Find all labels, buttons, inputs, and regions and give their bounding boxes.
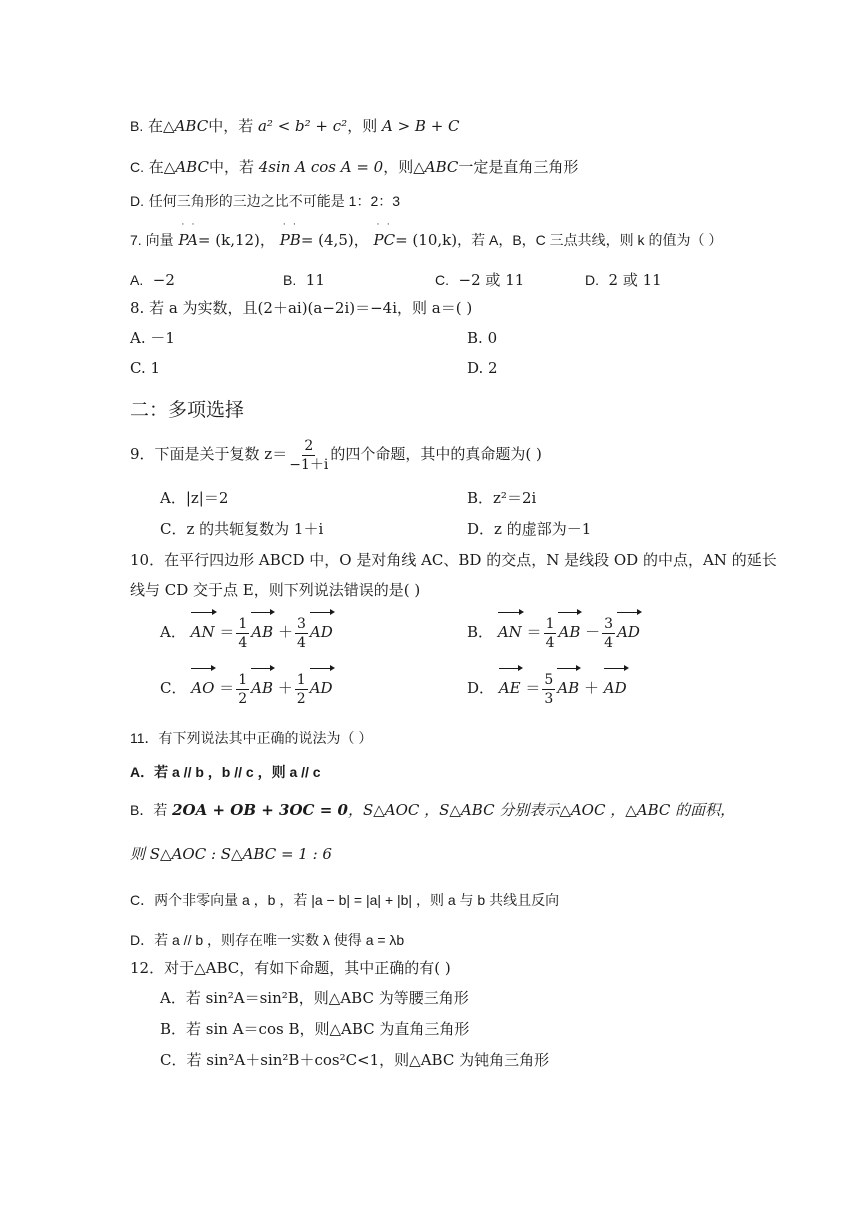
q11-option-a: A．若 a // b ，b // c ，则 a // c <box>130 764 321 780</box>
q8-option-d: D. 2 <box>467 359 498 377</box>
q11-stem: 11．有下列说法其中正确的说法为（ ） <box>130 730 373 746</box>
q6-option-b: B. 在△ABC中，若 a² < b² + c²，则 A > B + C <box>130 117 460 135</box>
q9-stem: 9．下面是关于复数 z＝ $\frac{2}{-1+i}$ 的四个命题，其中的真命题为( ) <box>130 437 542 473</box>
vector-pb: ˙ ˙ PB <box>280 230 301 250</box>
q11-option-b: B．若 2OA + OB + 3OC = 0，S△AOC ，S△ABC 分别表示△AOC ，△ABC 的面积， <box>130 801 736 819</box>
q8-option-b: B. 0 <box>467 329 498 347</box>
q9-option-b: B．z²＝2i <box>467 489 537 507</box>
q9-option-a: A．|z|＝2 <box>160 489 229 507</box>
q10-option-c: C． AO ＝ $\frac{1}{2}$ AB ＋ $\frac{1}{2}$ AD <box>160 671 333 707</box>
q12-option-c: C．若 sin²A＋sin²B＋cos²C<1，则△ABC 为钝角三角形 <box>160 1051 550 1069</box>
q10-option-d: D． AE ＝ $\frac{5}{3}$ AB ＋ AD <box>467 671 627 707</box>
q7-stem: 7. 向量 ˙ ˙ PA= (k,12)， ˙ ˙ PB= (4,5)， ˙ ˙ PC= (10,k)，若 A，B，C 三点共线，则 k 的值为（ ） <box>130 230 722 250</box>
q11-option-b-cont: 则 S△AOC : S△ABC = 1 : 6 <box>130 845 332 863</box>
vector-pa: ˙ ˙ PA <box>178 230 198 250</box>
q8-option-a: A. －1 <box>130 329 175 347</box>
q11-option-c: C．两个非零向量 a ，b ，若 |a − b| = |a| + |b| ，则 a 与 b 共线且反向 <box>130 892 560 908</box>
q8-stem: 8. 若 a 为实数，且(2＋ai)(a−2i)＝−4i，则 a＝( ) <box>130 299 473 317</box>
q7-option-b: B. 11 <box>283 271 325 289</box>
vector-pc: ˙ ˙ PC <box>374 230 396 250</box>
q12-option-a: A．若 sin²A＝sin²B，则△ABC 为等腰三角形 <box>160 989 469 1007</box>
q10-stem-line2: 线与 CD 交于点 E，则下列说法错误的是( ) <box>130 581 421 599</box>
q10-stem-line1: 10．在平行四边形 ABCD 中，O 是对角线 AC、BD 的交点，N 是线段 OD 的中点，AN 的延长 <box>130 551 777 569</box>
q9-fraction: $\frac{2}{-1+i}$ <box>289 437 329 473</box>
q6-option-d: D. 任何三角形的三边之比不可能是 1：2：3 <box>130 193 401 209</box>
q10-option-a: A． AN ＝ $\frac{1}{4}$ AB ＋ $\frac{3}{4}$ AD <box>160 615 333 651</box>
q12-option-b: B．若 sin A＝cos B，则△ABC 为直角三角形 <box>160 1020 470 1038</box>
q10-option-b: B． AN ＝ $\frac{1}{4}$ AB － $\frac{3}{4}$ AD <box>467 615 640 651</box>
q9-option-d: D．z 的虚部为－1 <box>467 520 592 538</box>
q11-option-d: D．若 a // b ，则存在唯一实数 λ 使得 a = λb <box>130 932 405 948</box>
q12-stem: 12．对于△ABC，有如下命题，其中正确的有( ) <box>130 959 451 977</box>
q8-option-c: C. 1 <box>130 359 161 377</box>
q7-option-d: D. 2 或 11 <box>585 271 662 289</box>
q9-option-c: C．z 的共轭复数为 1＋i <box>160 520 324 538</box>
q6-option-c: C. 在△ABC中，若 4sin A cos A = 0，则△ABC一定是直角三角形 <box>130 158 579 176</box>
section-heading-multiple-choice: 二：多项选择 <box>130 399 245 421</box>
q7-option-a: A. −2 <box>130 271 175 289</box>
q7-option-c: C. −2 或 11 <box>435 271 525 289</box>
